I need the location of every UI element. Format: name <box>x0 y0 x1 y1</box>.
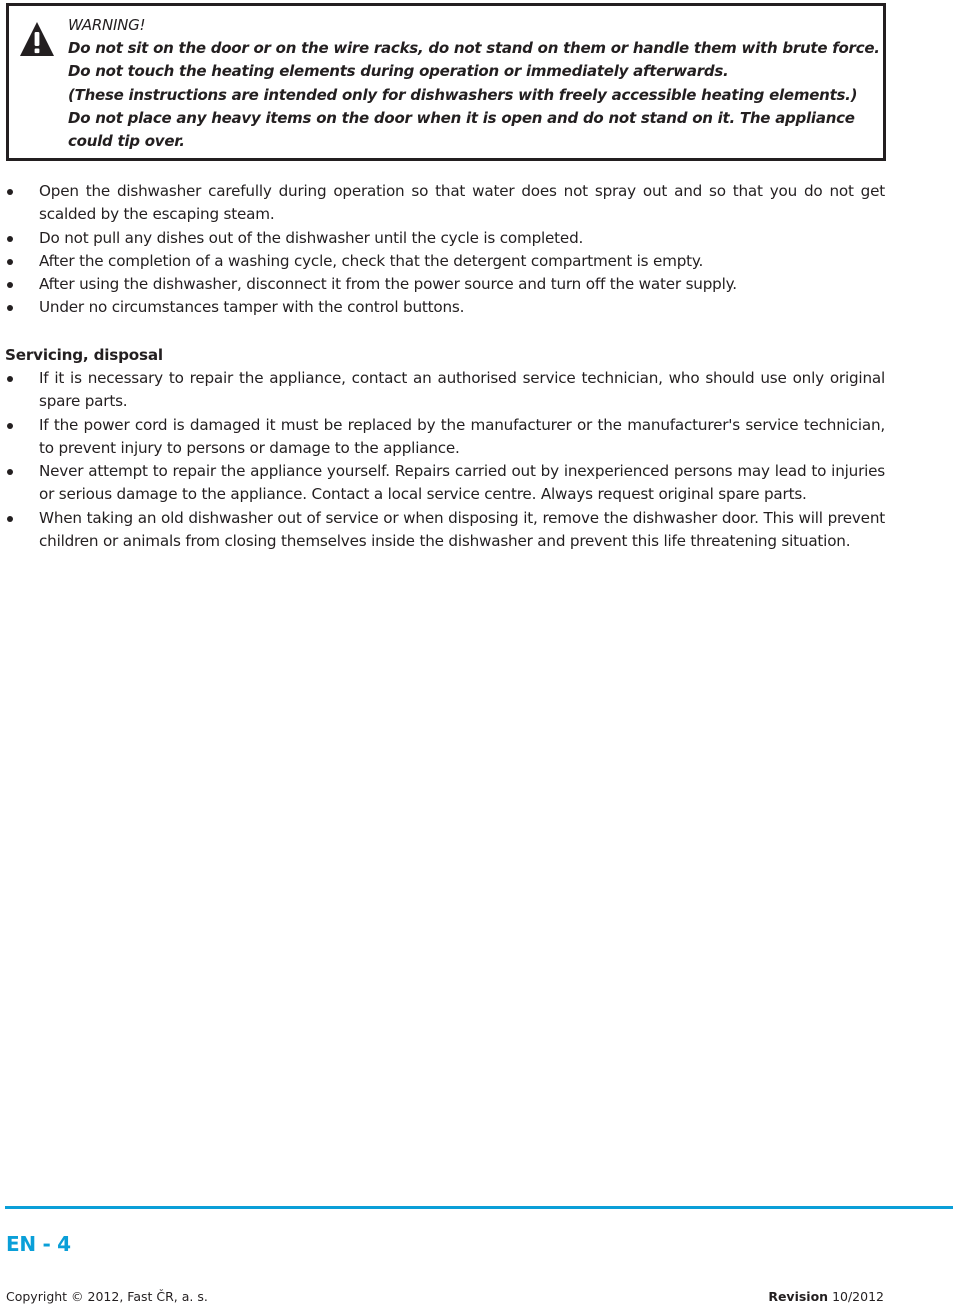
safety-list <box>5 180 885 320</box>
warning-triangle-icon <box>19 20 55 58</box>
warning-title: WARNING! <box>68 16 146 34</box>
warning-text <box>68 14 880 153</box>
revision-value: 10/2012 <box>832 1289 884 1304</box>
bullet-dot-icon <box>7 423 13 429</box>
footer-divider <box>5 1206 953 1209</box>
revision-label: Revision <box>768 1289 829 1304</box>
list-item <box>5 507 885 554</box>
list-item <box>5 250 885 273</box>
list-item <box>5 296 885 319</box>
list-item-text: If the power cord is damaged it must be replaced by the manufacturer or the manufacturer's service technician, to prevent injury to persons or damage to the appliance. <box>39 415 885 457</box>
list-item-text: Open the dishwasher carefully during operation so that water does not spray out and so that you do not get scalded by the escaping steam. <box>39 182 885 224</box>
list-item <box>5 227 885 250</box>
list-item <box>5 414 885 461</box>
copyright-text: Copyright © 2012, Fast ČR, a. s. <box>6 1289 208 1304</box>
list-item-text: Under no circumstances tamper with the control buttons. <box>39 298 465 317</box>
bullet-dot-icon <box>7 259 13 265</box>
bullet-dot-icon <box>7 516 13 522</box>
bullet-dot-icon <box>7 189 13 195</box>
warning-line: (These instructions are intended only for dishwashers with freely accessible heating elements.) <box>68 85 858 104</box>
revision-info <box>768 1289 884 1304</box>
list-item <box>5 180 885 227</box>
bullet-dot-icon <box>7 376 13 382</box>
bullet-dot-icon <box>7 236 13 242</box>
warning-line: Do not touch the heating elements during operation or immediately afterwards. <box>68 62 729 81</box>
list-item-text: Do not pull any dishes out of the dishwasher until the cycle is completed. <box>39 228 584 247</box>
list-item <box>5 273 885 296</box>
list-item <box>5 367 885 414</box>
list-item-text: Never attempt to repair the appliance yourself. Repairs carried out by inexperienced persons may lead to injuries or serious damage to the appliance. Contact a local service centre. Always request original spare parts. <box>39 462 885 504</box>
servicing-list <box>5 367 885 553</box>
bullet-dot-icon <box>7 305 13 311</box>
warning-box <box>6 3 886 161</box>
list-item-text: If it is necessary to repair the appliance, contact an authorised service technician, who should use only original spare parts. <box>39 369 885 411</box>
section-heading-servicing: Servicing, disposal <box>5 346 163 364</box>
warning-line: Do not place any heavy items on the door when it is open and do not stand on it. The appliance could tip over. <box>68 108 855 151</box>
list-item <box>5 460 885 507</box>
list-item-text: After the completion of a washing cycle, check that the detergent compartment is empty. <box>39 251 704 270</box>
bullet-dot-icon <box>7 282 13 288</box>
list-item-text: After using the dishwasher, disconnect it from the power source and turn off the water supply. <box>39 275 737 294</box>
bullet-dot-icon <box>7 469 13 475</box>
warning-line: Do not sit on the door or on the wire racks, do not stand on them or handle them with brute force. <box>68 39 880 58</box>
page-number: EN - 4 <box>6 1232 71 1256</box>
list-item-text: When taking an old dishwasher out of service or when disposing it, remove the dishwasher door. This will prevent children or animals from closing themselves inside the dishwasher and prevent this life threatening situation. <box>39 508 885 551</box>
